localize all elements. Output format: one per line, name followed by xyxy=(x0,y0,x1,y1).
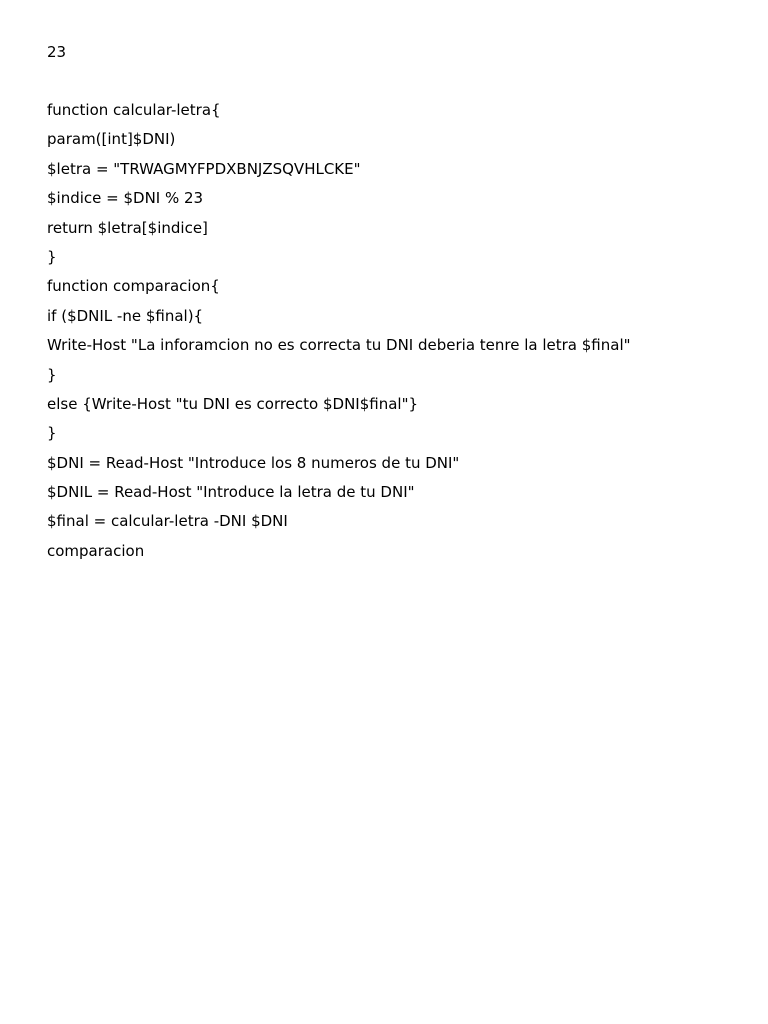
code-line: Write-Host "La inforamcion no es correcta tu DNI deberia tenre la letra $final" xyxy=(47,336,631,355)
code-line: $DNIL = Read-Host "Introduce la letra de tu DNI" xyxy=(47,483,415,502)
script-code-block xyxy=(47,100,747,570)
code-line: return $letra[$indice] xyxy=(47,218,208,237)
page-number: 23 xyxy=(47,43,67,61)
code-line: $indice = $DNI % 23 xyxy=(47,189,204,208)
code-line: comparacion xyxy=(47,541,145,560)
code-line: function calcular-letra{ xyxy=(47,101,221,119)
code-line: function comparacion{ xyxy=(47,277,220,296)
code-line: param([int]$DNI) xyxy=(47,130,176,149)
code-line: else {Write-Host "tu DNI es correcto $DNI$final"} xyxy=(47,394,419,413)
code-line: $final = calcular-letra -DNI $DNI xyxy=(47,512,288,531)
code-line: $DNI = Read-Host "Introduce los 8 numeros de tu DNI" xyxy=(47,453,460,472)
code-line: if ($DNIL -ne $final){ xyxy=(47,306,204,325)
code-line: $letra = "TRWAGMYFPDXBNJZSQVHLCKE" xyxy=(47,159,361,178)
code-line: } xyxy=(47,365,57,384)
code-line: } xyxy=(47,424,57,443)
code-line: } xyxy=(47,247,57,266)
